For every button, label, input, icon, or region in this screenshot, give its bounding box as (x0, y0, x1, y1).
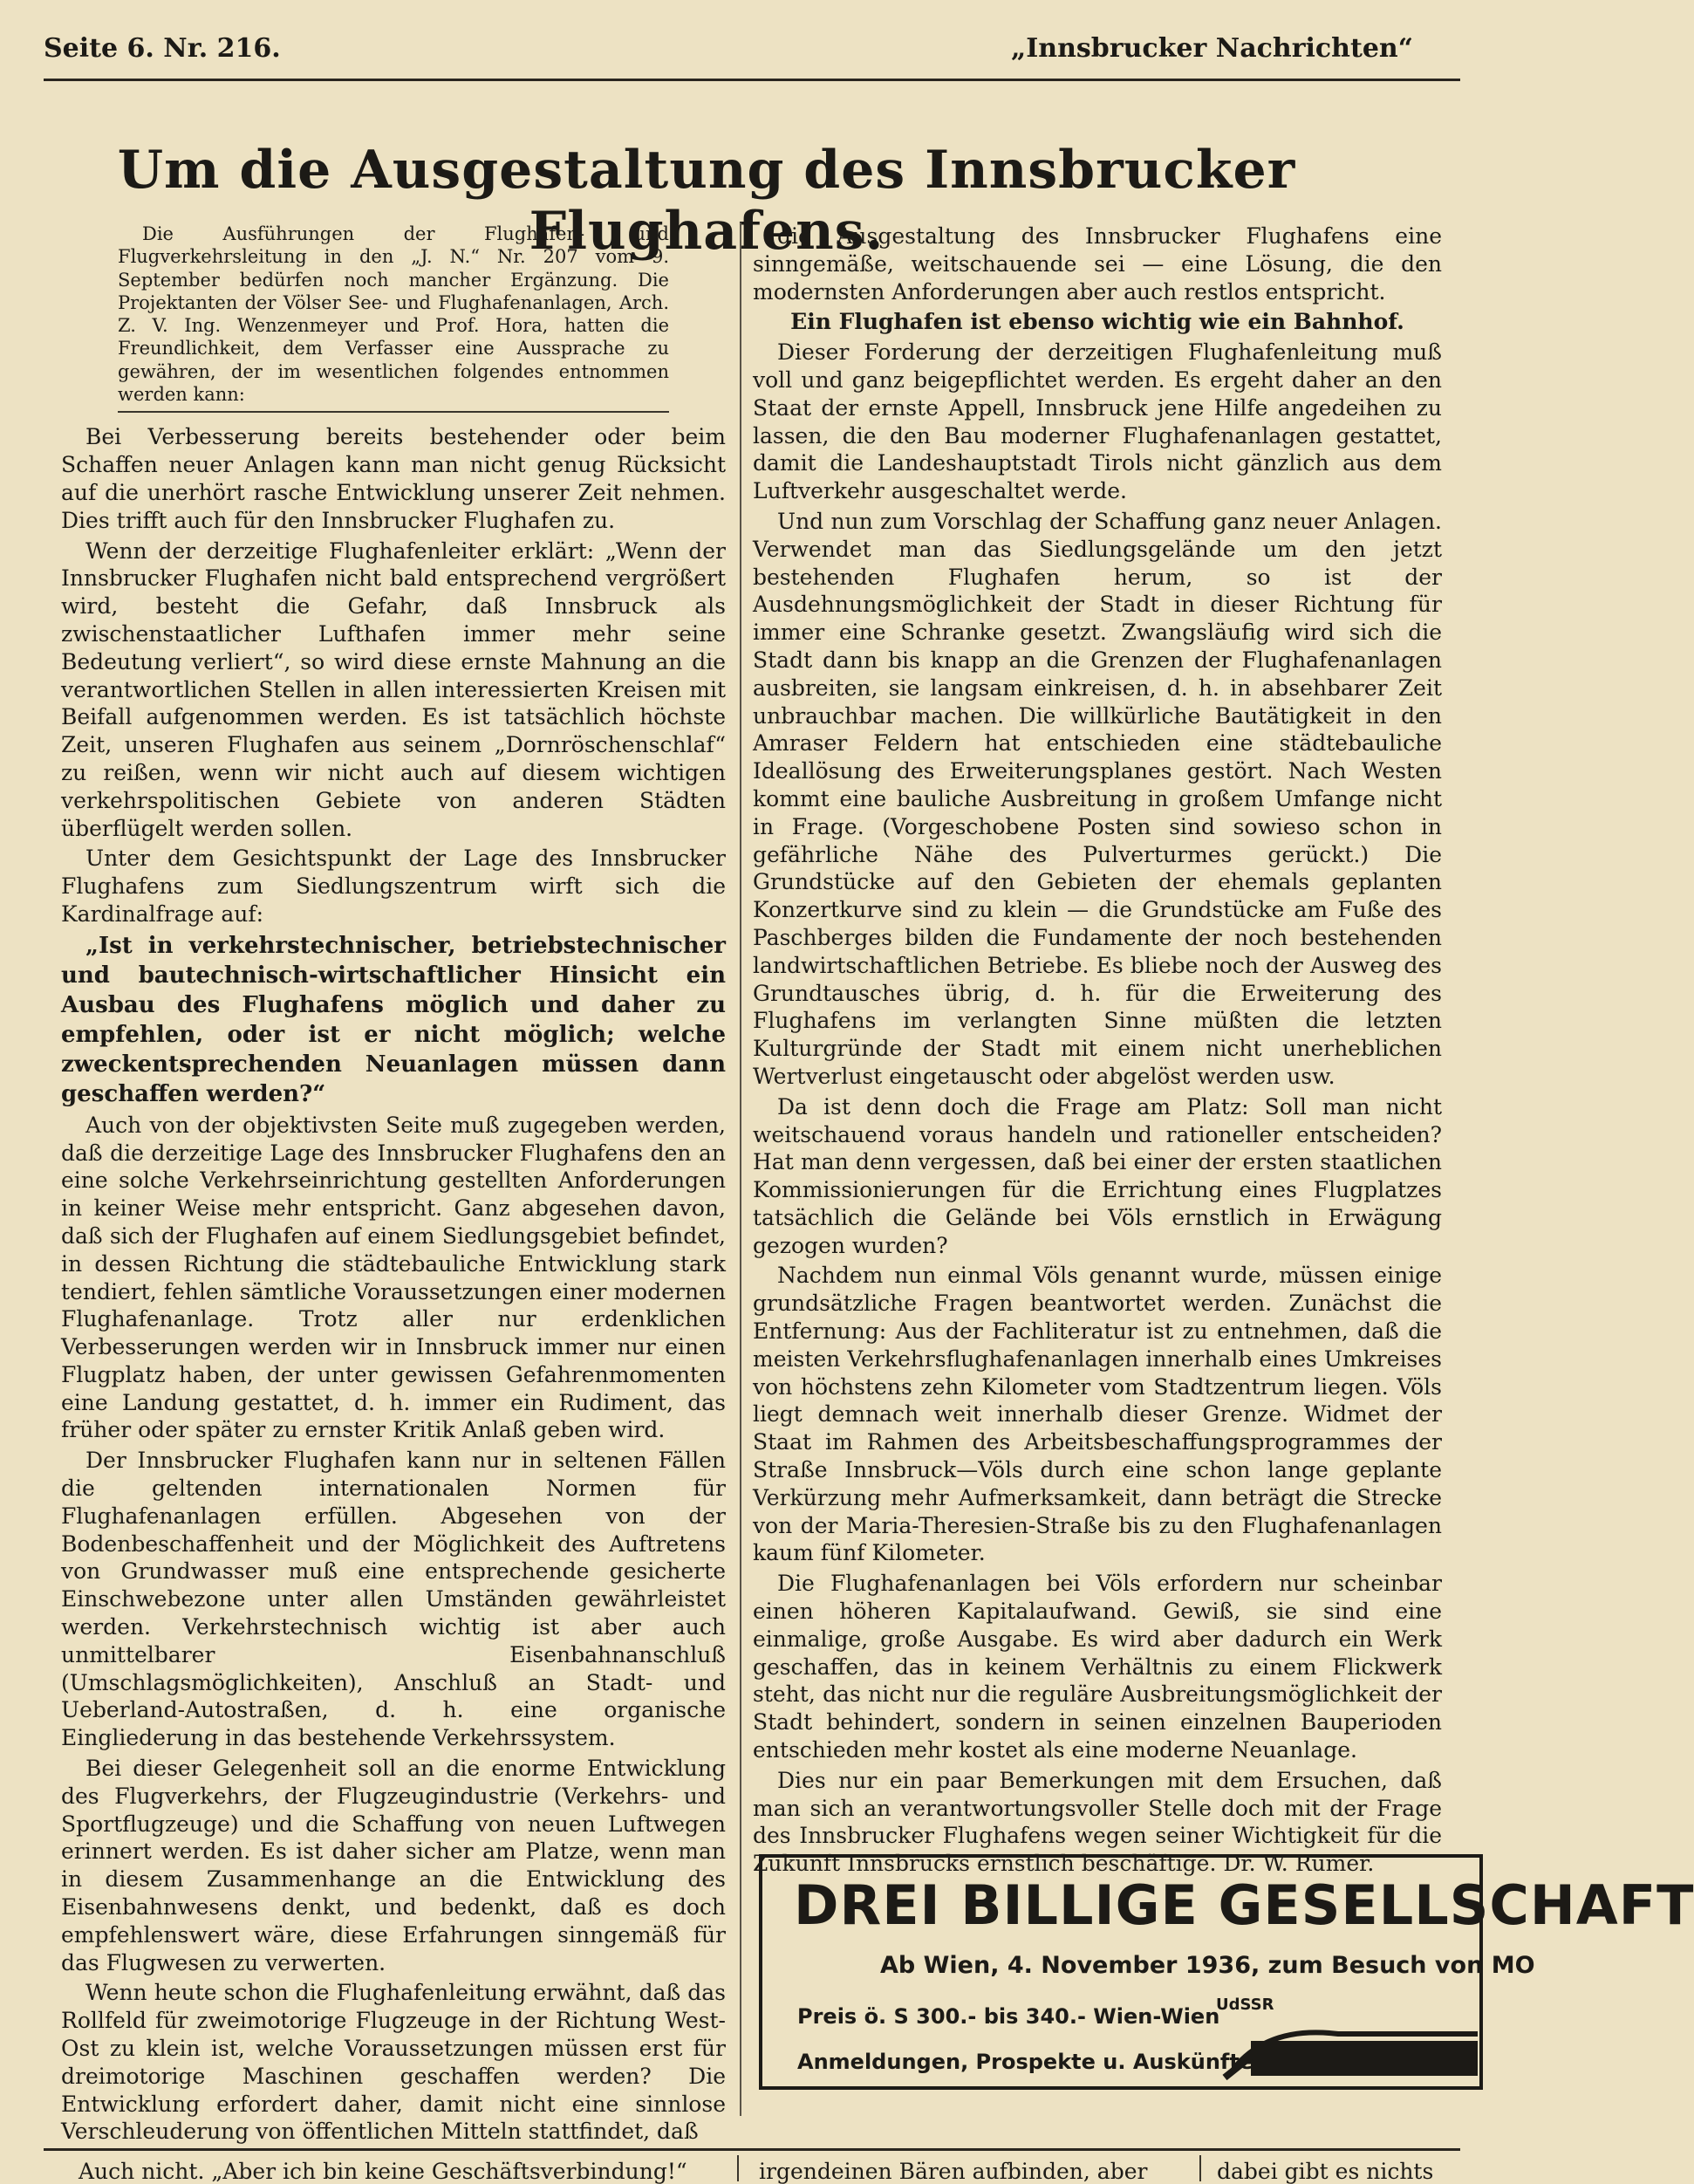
next-article-fragment: dabei gibt es nichts (1217, 2159, 1434, 2184)
ad-date-line: Ab Wien, 4. November 1936, zum Besuch von MO (880, 1952, 1535, 1979)
column-divider (737, 2155, 739, 2181)
ad-title: DREI BILLIGE GESELLSCHAFT (794, 1873, 1694, 1937)
next-article-fragment: irgendeinen Bären aufbinden, aber (759, 2159, 1148, 2184)
paragraph: Dies nur ein paar Bemerkungen mit dem Ersuchen, daß man sich an verantwortungsvoller Stelle doch mit der Frage des Innsbrucker Flughafens wegen seiner Wichtigkeit für die Zukunft Innsbrucks ernstlich beschäftige. Dr. W. Rumer. (753, 1767, 1442, 1877)
paragraph: Der Innsbrucker Flughafen kann nur in seltenen Fällen die geltenden internationalen Normen für Flughafenanlagen erfüllen. Abgesehen von der Bodenbeschaffenheit und der Möglichkeit des Auftretens von Grundwasser muß eine entsprechende gesicherte Einschwebezone unter allen Umständen gewährleistet werden. Verkehrstechnisch wichtig ist aber auch unmittelbarer Eisenbahnanschluß (Umschlagsmöglichkeiten), Anschluß an Stadt- und Ueberland-Autostraßen, d. h. eine organische Eingliederung in das bestehende Verkehrssystem. (61, 1448, 726, 1751)
page-number: Seite 6. Nr. 216. (44, 33, 281, 64)
column-divider (1199, 2155, 1201, 2181)
advertisement (759, 1854, 1694, 2090)
paragraph: Nachdem nun einmal Völs genannt wurde, müssen einige grundsätzliche Fragen beantwortet werden. Zunächst die Entfernung: Aus der Fachliteratur ist zu entnehmen, daß die meisten Verkehrsflughafenanlagen innerhalb eines Umkreises von höchstens zehn Kilometer vom Stadtzentrum liegen. Völs liegt demnach weit innerhalb dieser Grenze. Widmet der Staat im Rahmen des Arbeitsbeschaffungsprogrammes der Straße Innsbruck—Völs durch eine schon lange geplante Verkürzung mehr Aufmerksamkeit, dann beträgt die Strecke von der Maria-Theresien-Straße bis zu den Flughafenanlagen kaum fünf Kilometer. (753, 1263, 1442, 1566)
paragraph: Die Flughafenanlagen bei Völs erfordern nur scheinbar einen höheren Kapitalaufwand. Gewiß, sie sind eine einmalige, große Ausgabe. Es wird aber dadurch ein Werk geschaffen, das in keinem Verhältnis zu einem Flickwerk steht, das nicht nur die reguläre Ausbreitungsmöglichkeit der Stadt behindert, sondern in seinen einzelnen Bauperioden entschieden mehr kostet als eine moderne Neuanlage. (753, 1571, 1442, 1763)
paragraph: Da ist denn doch die Frage am Platz: Soll man nicht weitschauend voraus handeln und rationeller entscheiden? Hat man denn vergessen, daß bei einer der ersten staatlichen Kommissionierungen für die Errichtung eines Flugplatzes tatsächlich die Gelände bei Völs ernstlich in Erwägung gezogen wurden? (753, 1093, 1442, 1258)
intro-paragraph: Die Ausführungen der Flughafen- und Flugverkehrsleitung in den „J. N.“ Nr. 207 vom 9. September bedürfen noch mancher Ergänzung. Die Projektanten der Völser See- und Flughafenanlagen, Arch. Z. V. Ing. Wenzenmeyer und Prof. Hora, hatten die Freundlichkeit, dem Verfasser eine Aussprache zu gewähren, der im wesentlichen folgendes entnommen werden kann: (118, 223, 669, 406)
paragraph: Bei dieser Gelegenheit soll an die enorme Entwicklung des Flugverkehrs, der Flugzeugindustrie (Verkehrs- und Sportflugzeuge) und die Schaffung von neuen Luftwegen erinnert werden. Es ist daher sicher am Platze, wenn man in diesem Zusammenhange an die Entwicklung des Eisenbahnwesens denkt, und bedenkt, daß es doch empfehlenswert wäre, diese Erfahrungen sinngemäß für das Flugwesen zu verwerten. (61, 1756, 726, 1975)
column-divider (740, 223, 741, 2116)
paragraph: Wenn heute schon die Flughafenleitung erwähnt, daß das Rollfeld für zweimotorige Flugzeuge in der Richtung West-Ost zu klein ist, welche Voraussetzungen müssen erst für dreimotorige Maschinen geschaffen werden? Die Entwicklung erfordert daher, damit nicht eine sinnlose Verschleuderung von öffentlichen Mitteln stattfindet, daß (61, 1980, 726, 2145)
paragraph: Auch von der objektivsten Seite muß zugegeben werden, daß die derzeitige Lage des Innsbrucker Flughafens den an eine solche Verkehrseinrichtung gestellten Anforderungen in keiner Weise mehr entspricht. Ganz abgesehen davon, daß sich der Flughafen auf einem Siedlungsgebiet befindet, in dessen Richtung die städtebauliche Entwicklung stark tendiert, fehlen sämtliche Voraussetzungen einer modernen Flughafenanlage. Trotz aller nur erdenklichen Verbesserungen werden wir in Innsbruck immer nur einen Flugplatz haben, der unter gewissen Gefahrenmomenten eine Landung gestattet, d. h. immer ein Rudiment, das früher oder später zu ernster Kritik Anlaß geben wird. (61, 1112, 726, 1443)
ad-info-line: Anmeldungen, Prospekte u. Auskünfte: (797, 2050, 1262, 2074)
ad-price-line: Preis ö. S 300.- bis 340.- Wien-Wien (797, 2004, 1220, 2029)
intro-rule (118, 411, 669, 413)
intourist-logo (1216, 2008, 1486, 2086)
paragraph: Unter dem Gesichtspunkt der Lage des Innsbrucker Flughafens zum Siedlungszentrum wirft sich die Kardinalfrage auf: (61, 846, 726, 927)
paragraph: die Ausgestaltung des Innsbrucker Flughafens eine sinngemäße, weitschauende sei — eine Lösung, die den modernsten Anforderungen aber auch restlos entspricht. (753, 223, 1442, 305)
paragraph: Bei Verbesserung bereits bestehender oder beim Schaffen neuer Anlagen kann man nicht genug Rücksicht auf die unerhört rasche Entwicklung unserer Zeit nehmen. Dies trifft auch für den Innsbrucker Flughafen zu. (61, 424, 726, 533)
ad-logo-small-text: UdSSR (1216, 1996, 1274, 2014)
right-column (753, 223, 1442, 1880)
bottom-rule (44, 2148, 1460, 2151)
header-rule (44, 79, 1460, 81)
article-title: Um die Ausgestaltung des Innsbrucker Flughafens. (117, 140, 1296, 262)
paragraph: Und nun zum Vorschlag der Schaffung ganz neuer Anlagen. Verwendet man das Siedlungsgelände um den jetzt bestehenden Flughafen herum, so ist der Ausdehnungsmöglichkeit der Stadt in dieser Richtung für immer eine Schranke gesetzt. Zwangsläufig wird sich die Stadt dann bis knapp an die Grenzen der Flughafenanlagen ausbreiten, sie langsam einkreisen, d. h. in absehbarer Zeit unbrauchbar machen. Die willkürliche Bautätigkeit in den Amraser Feldern hat entschieden eine städtebauliche Ideallösung des Erweiterungsplanes gestört. Nach Westen kommt eine bauliche Ausbreitung in großem Umfange nicht in Frage. (Vorgeschobene Posten sind sowieso schon in gefährliche Nähe des Pulverturmes gerückt.) Die Grundstücke auf den Gebieten der ehemals geplanten Konzertkurve sind zu klein — die Grundstücke am Fuße des Paschberges bilden die Fundamente der noch bestehenden landwirtschaftlichen Betriebe. Es bliebe noch der Ausweg des Grundtausches übrig, d. h. für die Erweiterung des Flughafens im verlangten Sinne müßten die letzten Kulturgründe der Stadt mit einem nicht unerheblichen Wertverlust eingetauscht oder abgelöst werden usw. (753, 508, 1442, 1089)
paragraph: Wenn der derzeitige Flughafenleiter erklärt: „Wenn der Innsbrucker Flughafen nicht bald entsprechend vergrößert wird, besteht die Gefahr, daß Innsbruck als zwischenstaatlicher Lufthafen immer mehr seine Bedeutung verliert“, so wird diese ernste Mahnung an die verantwortlichen Stellen in allen interessierten Kreisen mit Beifall aufgenommen werden. Es ist tatsächlich höchste Zeit, unseren Flughafen aus seinem „Dornröschenschlaf“ zu reißen, wenn wir nicht auch auf diesem wichtigen verkehrspolitischen Gebiete von anderen Städten überflügelt werden sollen. (61, 537, 726, 841)
key-question: „Ist in verkehrstechnischer, betriebstechnischer und bautechnisch-wirtschaftlicher Hinsicht ein Ausbau des Flughafens möglich und daher zu empfehlen, oder ist er nicht möglich; welche zweckentsprechenden Neuanlagen müssen dann geschaffen werden?“ (61, 932, 726, 1107)
left-column (61, 223, 726, 2148)
paragraph: Dieser Forderung der derzeitigen Flughafenleitung muß voll und ganz beigepflichtet werden. Es ergeht daher an den Staat der ernste Appell, Innsbruck jene Hilfe angedeihen zu lassen, die den Bau moderner Flughafenanlagen gestattet, damit die Landeshauptstadt Tirols nicht gänzlich aus dem Luftverkehr ausgeschaltet werde. (753, 339, 1442, 504)
next-article-fragment: Auch nicht. „Aber ich bin keine Geschäftsverbindung!“ (79, 2159, 687, 2184)
page-header (44, 33, 1413, 68)
subheading: Ein Flughafen ist ebenso wichtig wie ein Bahnhof. (790, 309, 1404, 335)
newspaper-name: „Innsbrucker Nachrichten“ (1010, 33, 1413, 64)
